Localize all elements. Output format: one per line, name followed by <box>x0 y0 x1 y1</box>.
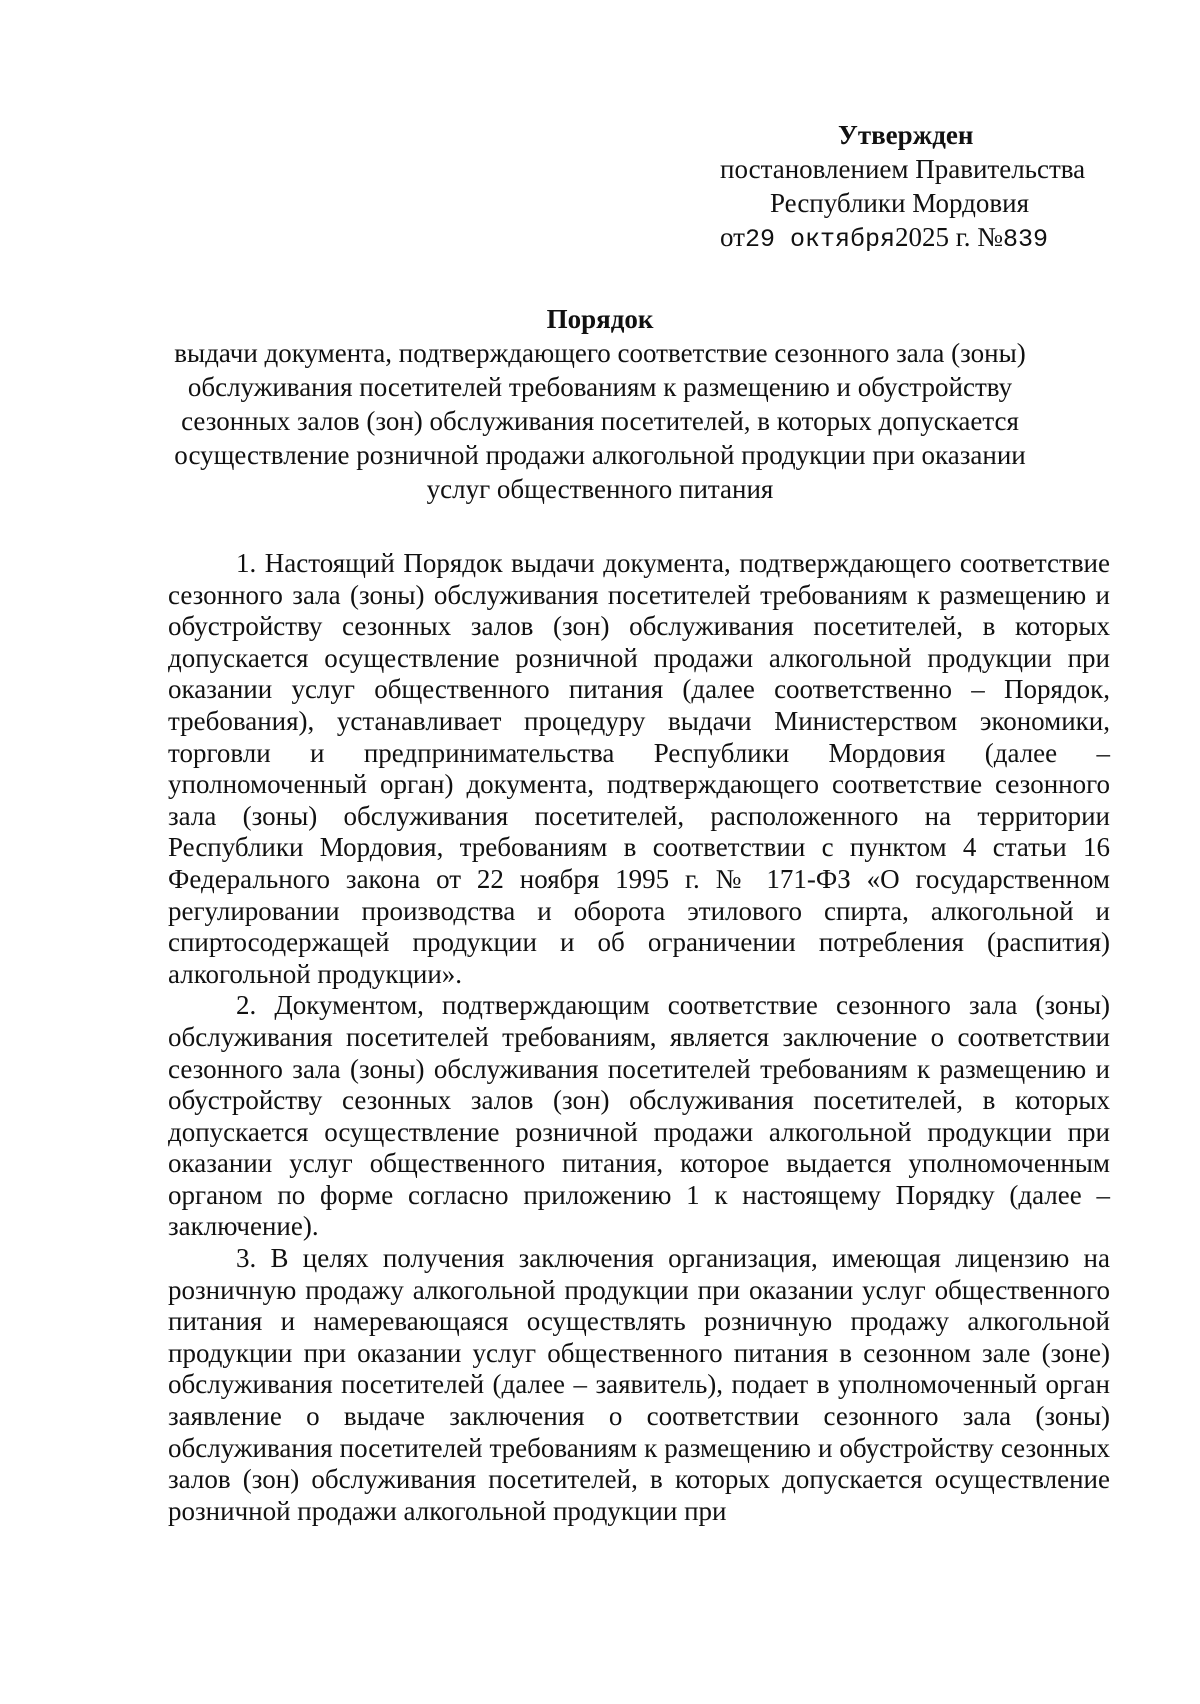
document-heading: Порядок <box>546 304 654 334</box>
document-title-block <box>150 302 1050 506</box>
approval-number: 839 <box>1003 225 1049 254</box>
approval-date-year: 2025 г. № <box>894 222 1004 252</box>
approval-line-1: постановлением Правительства <box>720 154 1086 184</box>
paragraph-1: 1. Настоящий Порядок выдачи документа, подтверждающего соответствие сезонного зала (зоны) обслуживания посетителей требованиям к размещению и обустройству сезонных залов (зон) обслуживания посетителей, в которых допускается осуществление розничной продажи алкогольной продукции при оказании услуг общественного питания (далее соответственно – Порядок, требования), устанавливает процедуру выдачи Министерством экономики, торговли и предпринимательства Республики Мордовия (далее – уполномоченный орган) документа, подтверждающего соответствие сезонного зала (зоны) обслуживания посетителей, расположенного на территории Республики Мордовия, требованиям в соответствии с пунктом 4 статьи 16 Федерального закона от 22 ноября 1995 г. № 171-ФЗ «О государственном регулировании производства и оборота этилового спирта, алкогольной и спиртосодержащей продукции и об ограничении потребления (распития) алкогольной продукции». <box>168 548 1110 989</box>
document-body <box>168 548 1110 1527</box>
document-subtitle: выдачи документа, подтверждающего соответствие сезонного зала (зоны) обслуживания посетителей требованиям к размещению и обустройству сезонных залов (зон) обслуживания посетителей, в которых допускается осуществление розничной продажи алкогольной продукции при оказании услуг общественного питания <box>174 338 1026 504</box>
paragraph-3: 3. В целях получения заключения организация, имеющая лицензию на розничную продажу алкогольной продукции при оказании услуг общественного питания и намеревающаяся осуществлять розничную продажу алкогольной продукции при оказании услуг общественного питания в сезонном зале (зоне) обслуживания посетителей (далее – заявитель), подает в уполномоченный орган заявление о выдаче заключения о соответствии сезонного зала (зоны) обслуживания посетителей требованиям к размещению и обустройству сезонных залов (зон) обслуживания посетителей, в которых допускается осуществление розничной продажи алкогольной продукции при <box>168 1243 1110 1526</box>
approval-date-value: 29 октября <box>744 225 895 254</box>
approval-date-prefix: от <box>720 222 745 252</box>
approval-block <box>700 118 1120 257</box>
approval-title: Утвержден <box>838 120 974 150</box>
approval-line-2: Республики Мордовия <box>770 188 1030 218</box>
paragraph-2: 2. Документом, подтверждающим соответствие сезонного зала (зоны) обслуживания посетителей требованиям, является заключение о соответствии сезонного зала (зоны) обслуживания посетителей требованиям к размещению и обустройству сезонных залов (зон) обслуживания посетителей, в которых допускается осуществление розничной продажи алкогольной продукции при оказании услуг общественного питания, которое выдается уполномоченным органом по форме согласно приложению 1 к настоящему Порядку (далее – заключение). <box>168 990 1110 1242</box>
approval-date-line <box>700 220 1120 257</box>
